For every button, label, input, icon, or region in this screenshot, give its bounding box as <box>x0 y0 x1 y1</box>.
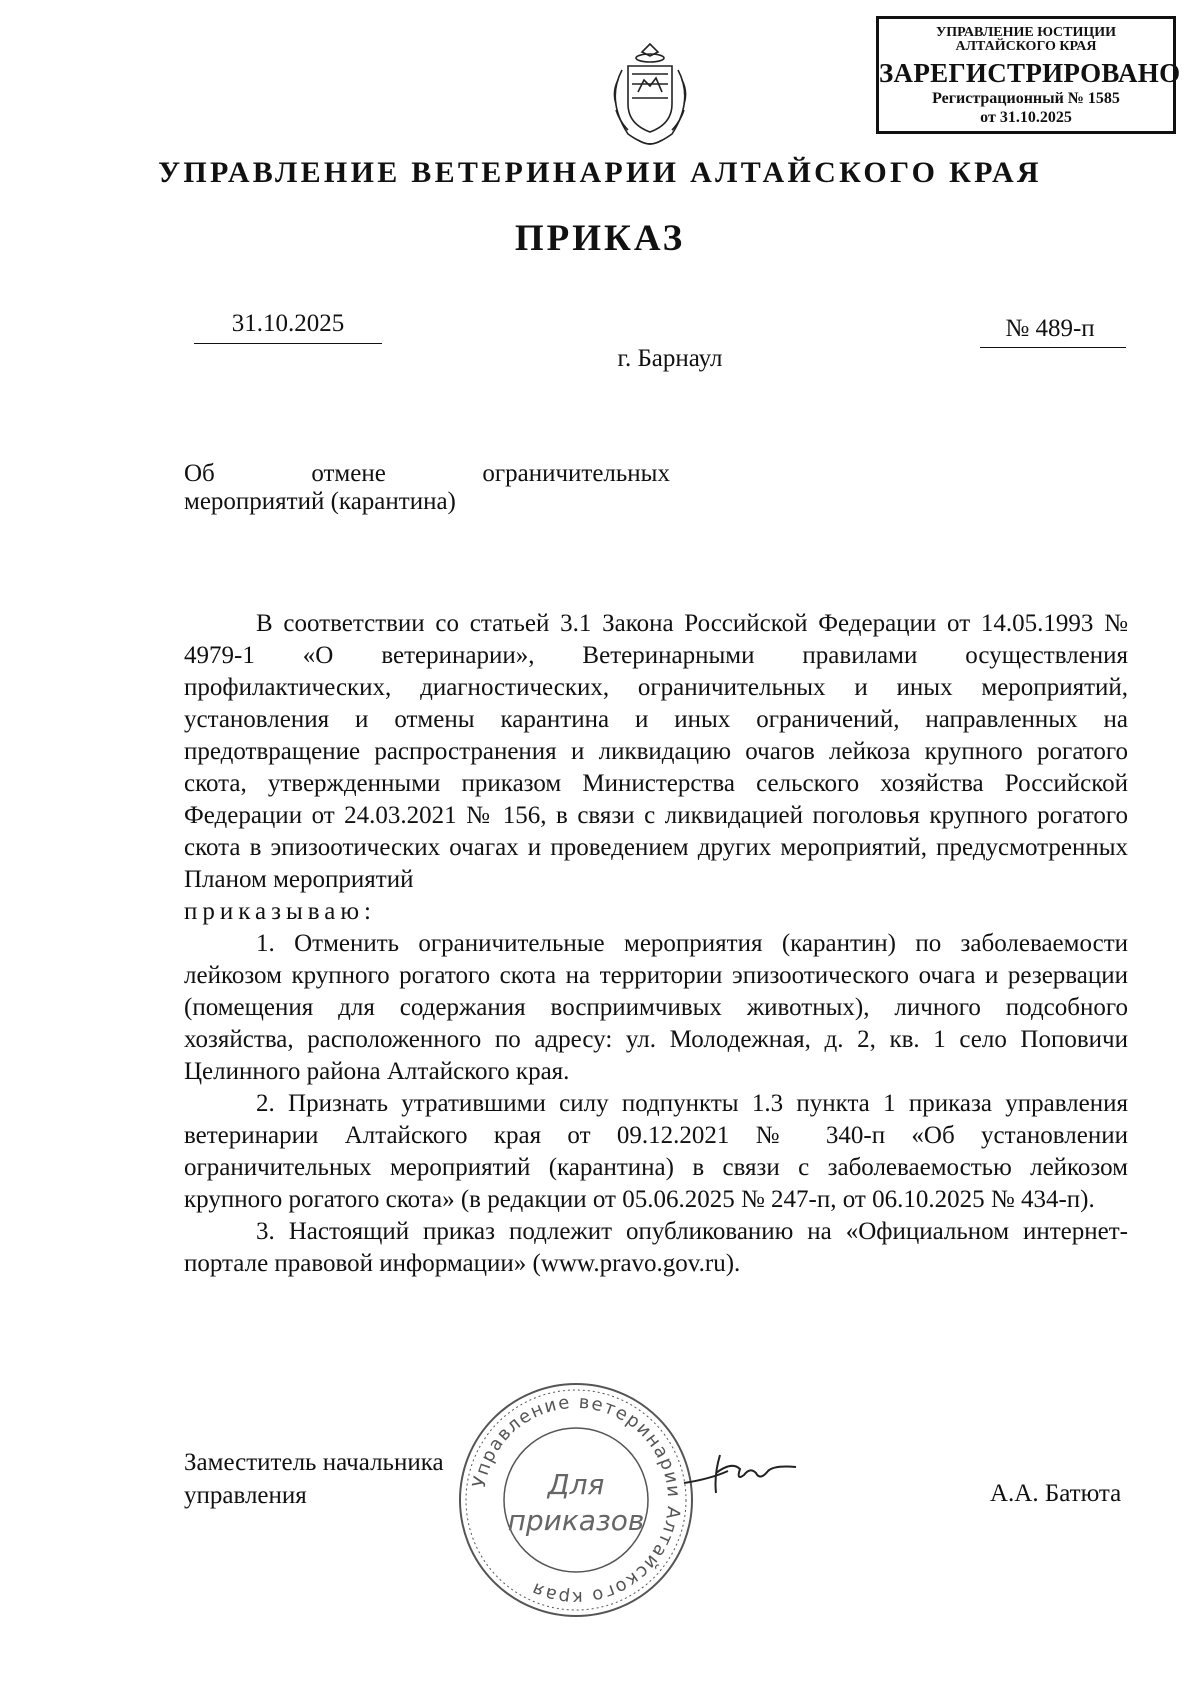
document-city: г. Барнаул <box>617 345 723 372</box>
signatory-title-line-1: Заместитель начальника <box>184 1449 444 1476</box>
subject-word-3: ограничительных <box>482 460 670 487</box>
document-subject <box>184 460 670 516</box>
handwritten-signature-icon <box>680 1445 800 1505</box>
signer-name: А.А. Батюта <box>990 1480 1122 1507</box>
order-word: приказываю: <box>184 898 376 925</box>
stamp-line-1: УПРАВЛЕНИЕ ЮСТИЦИИ <box>936 25 1116 40</box>
item-3-paragraph: 3. Настоящий приказ подлежит опубликованию на «Официальном интернет-портале правовой информации» (www.pravo.gov.ru). <box>184 1218 1128 1277</box>
stamp-reg-date: от 31.10.2025 <box>980 109 1072 126</box>
item-1-paragraph: 1. Отменить ограничительные мероприятия (карантин) по заболеваемости лейкозом крупного рогатого скота на территории эпизоотического очага и резервации (помещения для содержания восприимчивых животных), личного подсобного хозяйства, расположенного по адресу: ул. Молодежная, д. 2, кв. 1 село Поповичи Целинного района Алтайского края. <box>184 930 1128 1085</box>
document-date: 31.10.2025 <box>231 310 345 337</box>
date-underline <box>194 343 382 344</box>
signatory-title <box>184 1446 444 1512</box>
seal-center-line-2: приказов <box>507 1504 645 1537</box>
preamble-paragraph: В соответствии со статьей 3.1 Закона Российской Федерации от 14.05.1993 № 4979-1 «О ветеринарии», Ветеринарными правилами осуществления профилактических, диагностических, ограничительных и иных мероприятий, установления и отмены карантина и иных ограничений, направленных на предотвращение распространения и ликвидацию очагов лейкоза крупного рогатого скота, утвержденными приказом Министерства сельского хозяйства Российской Федерации от 24.03.2021 № 156, в связи с ликвидацией поголовья крупного рогатого скота в эпизоотических очагах и проведением других мероприятий, предусмотренных Планом мероприятий <box>184 610 1128 893</box>
round-seal-stamp <box>456 1380 696 1620</box>
item-2-paragraph: 2. Признать утратившими силу подпункты 1.3 пункта 1 приказа управления ветеринарии Алтайского края от 09.12.2021 № 340-п «Об установлении ограничительных мероприятий (карантина) в связи с заболеваемостью лейкозом крупного рогатого скота» (в редакции от 05.06.2025 № 247-п, от 06.10.2025 № 434-п). <box>184 1090 1128 1213</box>
organization-name: УПРАВЛЕНИЕ ВЕТЕРИНАРИИ АЛТАЙСКОГО КРАЯ <box>158 156 1042 189</box>
subject-line-2: мероприятий (карантина) <box>184 488 456 515</box>
subject-word-2: отмене <box>311 460 386 487</box>
document-body <box>184 608 1128 1280</box>
subject-word-1: Об <box>184 460 215 487</box>
document-type: ПРИКАЗ <box>514 218 686 259</box>
signatory-title-line-2: управления <box>184 1482 307 1509</box>
seal-center-line-1: Для <box>547 1468 605 1501</box>
altai-krai-coat-of-arms-icon <box>598 40 702 150</box>
stamp-line-2: АЛТАЙСКОГО КРАЯ <box>955 39 1097 54</box>
seal-ring-text: Управление ветеринарии Алтайского края <box>468 1391 685 1609</box>
stamp-reg-number: Регистрационный № 1585 <box>932 90 1120 107</box>
stamp-status: ЗАРЕГИСТРИРОВАНО <box>879 58 1181 88</box>
document-number: № 489-п <box>1005 315 1095 342</box>
registration-stamp <box>876 16 1181 134</box>
